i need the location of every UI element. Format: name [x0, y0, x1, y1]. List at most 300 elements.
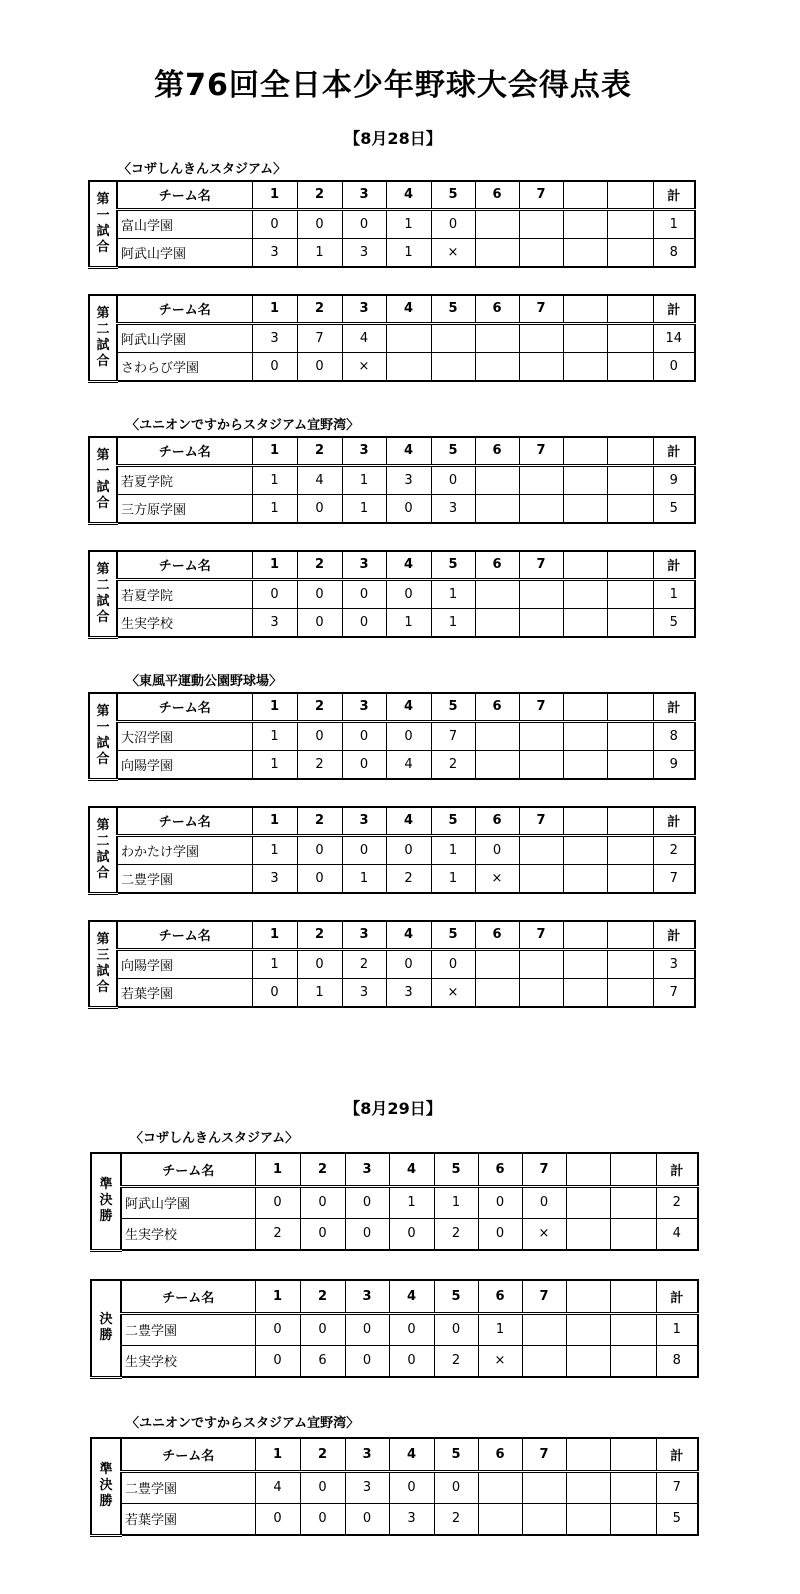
team-column-header: チーム名 [117, 693, 252, 721]
inning-score: 1 [386, 608, 431, 637]
game-label-text: 第二試合 [96, 817, 110, 881]
inning-header: 2 [297, 693, 342, 721]
inning-header [607, 807, 653, 835]
total-score: 0 [653, 352, 695, 381]
inning-score [563, 238, 607, 267]
inning-header: 2 [297, 437, 342, 465]
inning-header: 4 [389, 1153, 434, 1186]
inning-header [566, 1280, 610, 1313]
inning-header: 1 [252, 693, 297, 721]
score-table [88, 692, 696, 781]
total-score: 9 [653, 750, 695, 779]
inning-score: 2 [434, 1503, 478, 1535]
inning-header: 2 [300, 1153, 345, 1186]
total-score: 1 [653, 209, 695, 238]
total-header: 計 [653, 693, 695, 721]
game-label [91, 1153, 121, 1250]
inning-score: 0 [386, 494, 431, 523]
inning-score: 0 [522, 1186, 566, 1218]
total-score: 8 [653, 238, 695, 267]
inning-score: × [475, 864, 519, 893]
team-name: 二豊学園 [121, 1313, 255, 1345]
table-row [89, 465, 695, 494]
inning-score [610, 1218, 656, 1250]
inning-header: 3 [345, 1280, 389, 1313]
score-table [88, 180, 696, 269]
inning-score [563, 209, 607, 238]
total-header: 計 [656, 1280, 698, 1313]
total-score: 4 [656, 1218, 698, 1250]
table-header-row [91, 1153, 698, 1186]
inning-score [607, 238, 653, 267]
inning-header: 6 [478, 1438, 522, 1471]
inning-score: 0 [342, 721, 386, 750]
inning-score [519, 608, 563, 637]
inning-score: 3 [386, 465, 431, 494]
inning-header: 5 [431, 295, 475, 323]
inning-header: 1 [252, 295, 297, 323]
total-score: 8 [656, 1345, 698, 1377]
inning-score: 0 [389, 1471, 434, 1503]
total-score: 7 [653, 864, 695, 893]
inning-header: 7 [519, 807, 563, 835]
total-header: 計 [653, 181, 695, 209]
total-header: 計 [653, 551, 695, 579]
inning-header: 1 [255, 1153, 300, 1186]
inning-score: 0 [300, 1186, 345, 1218]
inning-score [610, 1186, 656, 1218]
inning-header [563, 693, 607, 721]
game-label-text: 準決勝 [99, 1462, 113, 1510]
venue-name: 〈ユニオンですからスタジアム宜野湾〉 [126, 418, 360, 433]
inning-header: 1 [252, 181, 297, 209]
inning-score: 0 [475, 835, 519, 864]
inning-score: 0 [252, 209, 297, 238]
total-header: 計 [656, 1438, 698, 1471]
inning-header [563, 437, 607, 465]
game-label [91, 1438, 121, 1535]
inning-score: 0 [386, 949, 431, 978]
table-header-row [89, 693, 695, 721]
inning-score [522, 1503, 566, 1535]
table-row [89, 721, 695, 750]
total-score: 7 [656, 1471, 698, 1503]
team-name: 若葉学園 [117, 978, 252, 1007]
table-row [89, 750, 695, 779]
date-heading: 【8月29日】 [344, 1099, 442, 1118]
inning-score: 1 [342, 494, 386, 523]
inning-score [522, 1313, 566, 1345]
game-label [89, 693, 117, 779]
inning-header: 7 [522, 1280, 566, 1313]
inning-score: 1 [252, 494, 297, 523]
inning-header: 5 [434, 1438, 478, 1471]
table-row [89, 494, 695, 523]
total-score: 9 [653, 465, 695, 494]
inning-score [607, 494, 653, 523]
inning-score: 0 [345, 1218, 389, 1250]
table-header-row [89, 181, 695, 209]
inning-score [607, 750, 653, 779]
inning-score: 0 [300, 1218, 345, 1250]
inning-header: 3 [342, 551, 386, 579]
venue-name: 〈コザしんきんスタジアム〉 [118, 162, 287, 177]
team-column-header: チーム名 [121, 1280, 255, 1313]
inning-header [563, 181, 607, 209]
inning-score [566, 1345, 610, 1377]
table-row [89, 864, 695, 893]
inning-header [610, 1153, 656, 1186]
inning-score: 0 [478, 1218, 522, 1250]
team-name: さわらび学園 [117, 352, 252, 381]
inning-score: 0 [297, 608, 342, 637]
team-name: 向陽学園 [117, 949, 252, 978]
inning-header: 2 [297, 295, 342, 323]
inning-score: 6 [300, 1345, 345, 1377]
inning-score: 1 [252, 949, 297, 978]
inning-header: 6 [475, 181, 519, 209]
inning-header: 2 [297, 807, 342, 835]
total-header: 計 [653, 807, 695, 835]
inning-score: 0 [300, 1313, 345, 1345]
team-name: 阿武山学園 [117, 238, 252, 267]
inning-score: × [431, 978, 475, 1007]
score-table [88, 550, 696, 639]
venue-name: 〈ユニオンですからスタジアム宜野湾〉 [126, 1416, 360, 1431]
inning-header: 1 [255, 1280, 300, 1313]
inning-header: 6 [475, 807, 519, 835]
inning-score [519, 949, 563, 978]
inning-score: × [342, 352, 386, 381]
inning-header: 4 [386, 181, 431, 209]
inning-score: 1 [386, 238, 431, 267]
game-label-text: 第三試合 [96, 931, 110, 995]
inning-header [566, 1438, 610, 1471]
inning-header: 5 [431, 181, 475, 209]
inning-score: 0 [386, 721, 431, 750]
inning-score: 1 [297, 978, 342, 1007]
inning-header: 6 [475, 551, 519, 579]
inning-header: 3 [345, 1153, 389, 1186]
inning-header [563, 921, 607, 949]
inning-score: 1 [297, 238, 342, 267]
inning-score: 0 [255, 1503, 300, 1535]
inning-score: 7 [431, 721, 475, 750]
inning-header: 2 [297, 921, 342, 949]
venue-name: 〈東風平運動公園野球場〉 [126, 674, 283, 689]
inning-header: 4 [386, 437, 431, 465]
inning-score: 0 [255, 1313, 300, 1345]
inning-header: 3 [342, 295, 386, 323]
team-column-header: チーム名 [117, 807, 252, 835]
inning-score: 1 [342, 864, 386, 893]
team-column-header: チーム名 [117, 181, 252, 209]
inning-score [519, 750, 563, 779]
total-score: 5 [656, 1503, 698, 1535]
inning-header: 1 [252, 551, 297, 579]
inning-score [519, 209, 563, 238]
inning-header: 5 [434, 1280, 478, 1313]
score-table [88, 294, 696, 383]
inning-header: 4 [386, 551, 431, 579]
inning-score: 4 [342, 323, 386, 352]
inning-score: 1 [389, 1186, 434, 1218]
team-name: 二豊学園 [117, 864, 252, 893]
inning-score: 0 [345, 1345, 389, 1377]
inning-score: 1 [252, 835, 297, 864]
inning-score [566, 1218, 610, 1250]
team-column-header: チーム名 [117, 921, 252, 949]
inning-header: 6 [475, 295, 519, 323]
inning-score: 1 [431, 608, 475, 637]
inning-header: 1 [252, 921, 297, 949]
total-score: 1 [656, 1313, 698, 1345]
inning-score [607, 465, 653, 494]
inning-score [566, 1471, 610, 1503]
inning-score: 0 [297, 209, 342, 238]
inning-score: 1 [431, 864, 475, 893]
inning-score [607, 579, 653, 608]
inning-header: 2 [297, 181, 342, 209]
team-name: 若夏学院 [117, 465, 252, 494]
total-score: 8 [653, 721, 695, 750]
score-table [88, 920, 696, 1009]
page-title: 第76回全日本少年野球大会得点表 [154, 68, 632, 103]
inning-score: 0 [297, 835, 342, 864]
inning-score: 0 [342, 209, 386, 238]
game-label-text: 準決勝 [99, 1177, 113, 1225]
inning-score: 0 [255, 1345, 300, 1377]
table-row [89, 608, 695, 637]
score-table [90, 1152, 699, 1252]
inning-score: 1 [342, 465, 386, 494]
table-header-row [89, 437, 695, 465]
inning-header: 7 [519, 295, 563, 323]
inning-score [563, 750, 607, 779]
inning-score: 0 [345, 1313, 389, 1345]
game-label-text: 決勝 [99, 1312, 113, 1344]
inning-header [607, 437, 653, 465]
total-score: 5 [653, 608, 695, 637]
inning-score [607, 608, 653, 637]
inning-header: 7 [519, 551, 563, 579]
team-name: 大沼学園 [117, 721, 252, 750]
inning-score [475, 323, 519, 352]
total-score: 1 [653, 579, 695, 608]
inning-score: 0 [342, 579, 386, 608]
total-score: 2 [656, 1186, 698, 1218]
inning-score: 0 [386, 579, 431, 608]
inning-score [563, 323, 607, 352]
inning-score: 0 [342, 608, 386, 637]
inning-score: 0 [342, 750, 386, 779]
game-label [89, 437, 117, 523]
inning-score [563, 721, 607, 750]
inning-header: 7 [519, 437, 563, 465]
table-row [91, 1471, 698, 1503]
inning-header [607, 693, 653, 721]
inning-score: 1 [431, 579, 475, 608]
table-row [91, 1186, 698, 1218]
inning-score [475, 209, 519, 238]
inning-score: 3 [431, 494, 475, 523]
inning-header [610, 1280, 656, 1313]
inning-score: 0 [389, 1218, 434, 1250]
team-name: 阿武山学園 [117, 323, 252, 352]
inning-score [475, 352, 519, 381]
inning-score [475, 608, 519, 637]
total-score: 5 [653, 494, 695, 523]
total-score: 3 [653, 949, 695, 978]
inning-score: 2 [434, 1345, 478, 1377]
total-header: 計 [653, 437, 695, 465]
inning-score [519, 835, 563, 864]
inning-score [519, 465, 563, 494]
inning-header: 6 [478, 1153, 522, 1186]
inning-header [607, 295, 653, 323]
inning-score: 2 [255, 1218, 300, 1250]
team-name: わかたけ学園 [117, 835, 252, 864]
game-label [89, 551, 117, 637]
inning-header: 5 [431, 807, 475, 835]
inning-score: 4 [255, 1471, 300, 1503]
inning-score [475, 750, 519, 779]
inning-score [478, 1503, 522, 1535]
inning-score: 3 [252, 238, 297, 267]
inning-header: 7 [519, 181, 563, 209]
inning-header: 7 [519, 693, 563, 721]
inning-score: 0 [389, 1345, 434, 1377]
inning-header: 4 [386, 807, 431, 835]
inning-score [563, 949, 607, 978]
inning-score: 0 [431, 209, 475, 238]
inning-header: 7 [522, 1438, 566, 1471]
inning-header: 1 [252, 807, 297, 835]
table-row [91, 1218, 698, 1250]
inning-header: 5 [434, 1153, 478, 1186]
total-score: 7 [653, 978, 695, 1007]
inning-score: 3 [252, 608, 297, 637]
inning-header: 3 [345, 1438, 389, 1471]
table-row [89, 352, 695, 381]
inning-score: 2 [434, 1218, 478, 1250]
inning-score: 2 [431, 750, 475, 779]
table-header-row [89, 295, 695, 323]
inning-score [519, 721, 563, 750]
inning-score [431, 352, 475, 381]
inning-header: 2 [300, 1280, 345, 1313]
inning-score [519, 978, 563, 1007]
inning-header [607, 181, 653, 209]
inning-score: 0 [434, 1471, 478, 1503]
inning-score: 2 [297, 750, 342, 779]
inning-score [563, 352, 607, 381]
inning-score [610, 1471, 656, 1503]
inning-score [475, 465, 519, 494]
inning-score [563, 978, 607, 1007]
inning-score [563, 579, 607, 608]
total-header: 計 [653, 295, 695, 323]
inning-score [607, 978, 653, 1007]
inning-header: 1 [252, 437, 297, 465]
inning-score [563, 864, 607, 893]
inning-score: 3 [389, 1503, 434, 1535]
inning-score [475, 978, 519, 1007]
total-score: 14 [653, 323, 695, 352]
team-column-header: チーム名 [121, 1153, 255, 1186]
inning-score: 0 [389, 1313, 434, 1345]
table-row [89, 323, 695, 352]
inning-header [563, 295, 607, 323]
game-label [89, 181, 117, 267]
inning-header [610, 1438, 656, 1471]
table-header-row [89, 921, 695, 949]
inning-header: 4 [389, 1438, 434, 1471]
inning-score: × [431, 238, 475, 267]
inning-score: 0 [431, 465, 475, 494]
inning-header: 2 [297, 551, 342, 579]
inning-score [563, 608, 607, 637]
inning-score [519, 494, 563, 523]
team-name: 阿武山学園 [121, 1186, 255, 1218]
score-table [90, 1279, 699, 1379]
game-label-text: 第一試合 [96, 447, 110, 511]
inning-score: 0 [297, 352, 342, 381]
venue-name: 〈コザしんきんスタジアム〉 [130, 1131, 299, 1146]
inning-header: 6 [475, 437, 519, 465]
inning-header [563, 807, 607, 835]
inning-score: 3 [342, 238, 386, 267]
inning-score: 2 [386, 864, 431, 893]
inning-score: 4 [297, 465, 342, 494]
table-row [91, 1313, 698, 1345]
score-table [88, 806, 696, 895]
inning-score [566, 1186, 610, 1218]
score-table [88, 436, 696, 525]
inning-header [607, 921, 653, 949]
inning-score [519, 352, 563, 381]
inning-header: 3 [342, 807, 386, 835]
inning-score [563, 465, 607, 494]
inning-header: 6 [475, 921, 519, 949]
inning-score [522, 1345, 566, 1377]
inning-score [519, 579, 563, 608]
inning-header: 6 [475, 693, 519, 721]
inning-header [607, 551, 653, 579]
table-row [89, 209, 695, 238]
inning-header: 4 [389, 1280, 434, 1313]
inning-score [386, 323, 431, 352]
inning-header: 6 [478, 1280, 522, 1313]
inning-score [607, 864, 653, 893]
inning-score [519, 864, 563, 893]
table-header-row [91, 1438, 698, 1471]
inning-score [563, 835, 607, 864]
inning-score: 0 [300, 1471, 345, 1503]
inning-score [522, 1471, 566, 1503]
inning-header: 5 [431, 693, 475, 721]
inning-header: 7 [522, 1153, 566, 1186]
game-label-text: 第一試合 [96, 703, 110, 767]
inning-score: 1 [252, 750, 297, 779]
inning-header: 3 [342, 181, 386, 209]
inning-score [566, 1313, 610, 1345]
inning-score: 3 [345, 1471, 389, 1503]
inning-score: 1 [478, 1313, 522, 1345]
inning-score: 2 [342, 949, 386, 978]
inning-score: 0 [255, 1186, 300, 1218]
game-label [89, 921, 117, 1007]
